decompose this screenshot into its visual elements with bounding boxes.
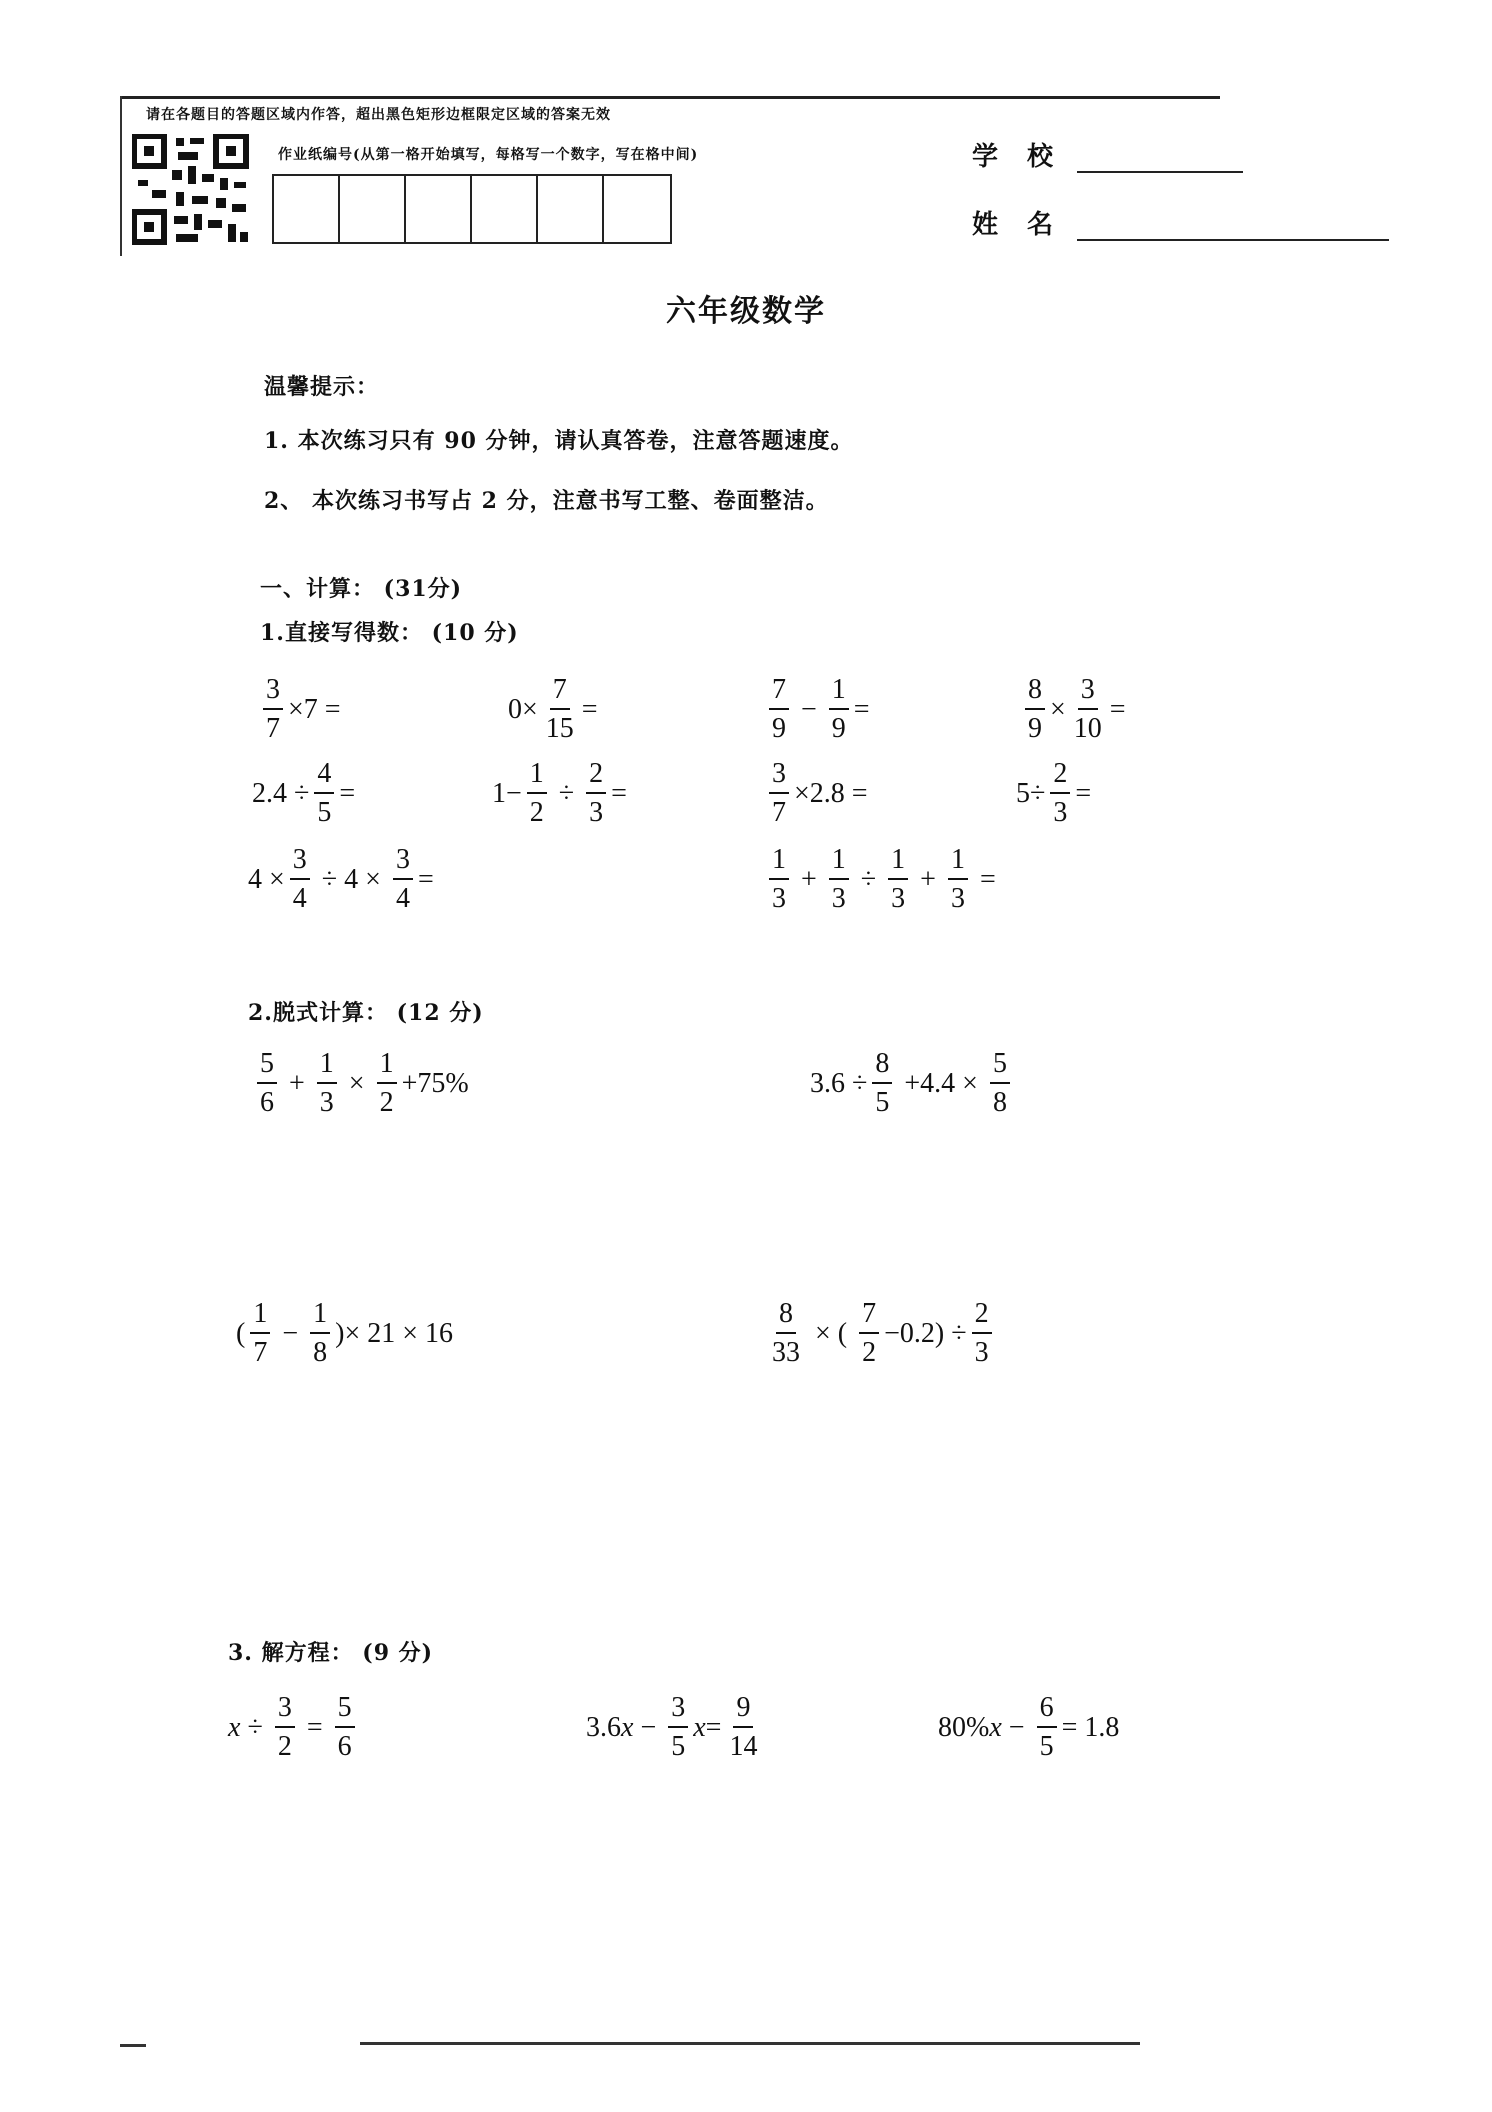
oral-question-1: $\frac{3}{7}$ ×7 = [258, 676, 341, 743]
id-box[interactable] [538, 176, 604, 242]
fraction: $\frac{1}{2}$ [377, 1050, 397, 1117]
name-label: 姓 名 [972, 210, 1064, 240]
fraction: $\frac{6}{5}$ [1037, 1694, 1057, 1761]
fraction: $\frac{7}{9}$ [769, 676, 789, 743]
oral-question-8: 5÷ $\frac{2}{3}$ = [1016, 758, 1092, 828]
oral-question-4: $\frac{8}{9}$ × $\frac{3}{10}$ = [1020, 676, 1126, 743]
step-calc-3: ( $\frac{1}{7}$ − $\frac{1}{8}$ )× 21 × 16 [236, 1298, 454, 1368]
equation-3: 80% x − $\frac{6}{5}$ = 1.8 [938, 1692, 1120, 1762]
school-field [972, 136, 1243, 173]
fraction: $\frac{1}{8}$ [310, 1300, 330, 1367]
oral-question-10: $\frac{1}{3}$ + $\frac{1}{3}$ ÷ $\frac{1}{3}$ + $\frac{1}{3}$ = [764, 846, 1003, 913]
fraction: $\frac{1}{2}$ [527, 760, 547, 827]
id-box[interactable] [472, 176, 538, 242]
equation-1: x ÷ $\frac{3}{2}$ = $\frac{5}{6}$ [228, 1694, 360, 1761]
oral-question-2: 0× $\frac{7}{15}$ = [508, 674, 598, 744]
fraction: $\frac{3}{4}$ [290, 846, 310, 913]
fraction: $\frac{8}{5}$ [872, 1050, 892, 1117]
fraction: $\frac{1}{3}$ [888, 846, 908, 913]
part-1-heading: 1.直接写得数： (10 分) [260, 620, 519, 646]
name-input-line[interactable] [1077, 209, 1389, 241]
fraction: $\frac{7}{15}$ [545, 674, 574, 744]
page-bottom-rule [360, 2042, 1140, 2045]
step-calc-4: $\frac{8}{33}$ × ( $\frac{7}{2}$ −0.2) ÷ $\frac{2}{3}$ [764, 1300, 997, 1367]
tip-item-1: 1. 本次练习只有 90 分钟，请认真答卷，注意答题速度。 [264, 428, 854, 454]
fraction: $\frac{1}{3}$ [317, 1050, 337, 1117]
oral-question-5: 2.4 ÷ $\frac{4}{5}$ = [252, 758, 356, 828]
step-calc-2: 3.6 ÷ $\frac{8}{5}$ +4.4 × $\frac{5}{8}$ [810, 1050, 1015, 1117]
id-box[interactable] [274, 176, 340, 242]
answer-area-note: 请在各题目的答题区域内作答，超出黑色矩形边框限定区域的答案无效 [146, 107, 611, 123]
fraction: $\frac{3}{7}$ [263, 676, 283, 743]
fraction: $\frac{8}{33}$ [772, 1298, 800, 1368]
header-border-top [120, 96, 1220, 99]
fraction: $\frac{2}{3}$ [586, 760, 606, 827]
fraction: $\frac{5}{6}$ [257, 1050, 277, 1117]
fraction: $\frac{1}{3}$ [829, 846, 849, 913]
fraction: $\frac{3}{5}$ [668, 1694, 688, 1761]
fraction: $\frac{5}{8}$ [990, 1050, 1010, 1117]
oral-question-9: 4 × $\frac{3}{4}$ ÷ 4 × $\frac{3}{4}$ = [248, 844, 434, 914]
school-input-line[interactable] [1077, 141, 1243, 173]
fraction: $\frac{1}{7}$ [250, 1300, 270, 1367]
tips-heading: 温馨提示： [264, 374, 380, 400]
fraction: $\frac{7}{2}$ [859, 1300, 879, 1367]
fraction: $\frac{3}{10}$ [1073, 674, 1102, 744]
id-number-boxes [272, 174, 672, 244]
fraction: $\frac{4}{5}$ [314, 760, 334, 827]
qr-code-icon [132, 134, 250, 246]
fraction: $\frac{1}{3}$ [769, 846, 789, 913]
id-number-hint: 作业纸编号(从第一格开始填写，每格写一个数字，写在格中间) [278, 147, 699, 163]
section-1-heading: 一、计算： (31分) [260, 576, 463, 602]
id-box[interactable] [340, 176, 406, 242]
part-2-heading: 2.脱式计算： (12 分) [248, 1000, 484, 1026]
id-box[interactable] [406, 176, 472, 242]
header-border-left [120, 96, 122, 256]
fraction: $\frac{1}{9}$ [829, 676, 849, 743]
fraction: $\frac{8}{9}$ [1025, 676, 1045, 743]
fraction: $\frac{3}{4}$ [393, 846, 413, 913]
fraction: $\frac{5}{6}$ [335, 1694, 355, 1761]
school-label: 学 校 [972, 142, 1064, 172]
step-calc-1: $\frac{5}{6}$ + $\frac{1}{3}$ × $\frac{1}{2}$ +75% [252, 1050, 469, 1117]
oral-question-6: 1− $\frac{1}{2}$ ÷ $\frac{2}{3}$ = [492, 758, 627, 828]
page-title: 六年级数学 [666, 294, 826, 329]
fraction: $\frac{2}{3}$ [972, 1300, 992, 1367]
equation-2: 3.6 x − $\frac{3}{5}$ x = $\frac{9}{14}$ [586, 1694, 765, 1761]
fraction: $\frac{3}{7}$ [769, 760, 789, 827]
fraction: $\frac{3}{2}$ [275, 1694, 295, 1761]
fraction: $\frac{1}{3}$ [948, 846, 968, 913]
page-mark [120, 2044, 146, 2047]
part-3-heading: 3. 解方程： (9 分) [228, 1640, 434, 1666]
fraction: $\frac{2}{3}$ [1050, 760, 1070, 827]
fraction: $\frac{9}{14}$ [729, 1692, 758, 1762]
oral-question-3: $\frac{7}{9}$ − $\frac{1}{9}$ = [764, 676, 870, 743]
name-field [972, 204, 1389, 241]
oral-question-7: $\frac{3}{7}$ ×2.8 = [764, 760, 868, 827]
tip-item-2: 2、 本次练习书写占 2 分，注意书写工整、卷面整洁。 [264, 488, 829, 514]
id-box[interactable] [604, 176, 670, 242]
